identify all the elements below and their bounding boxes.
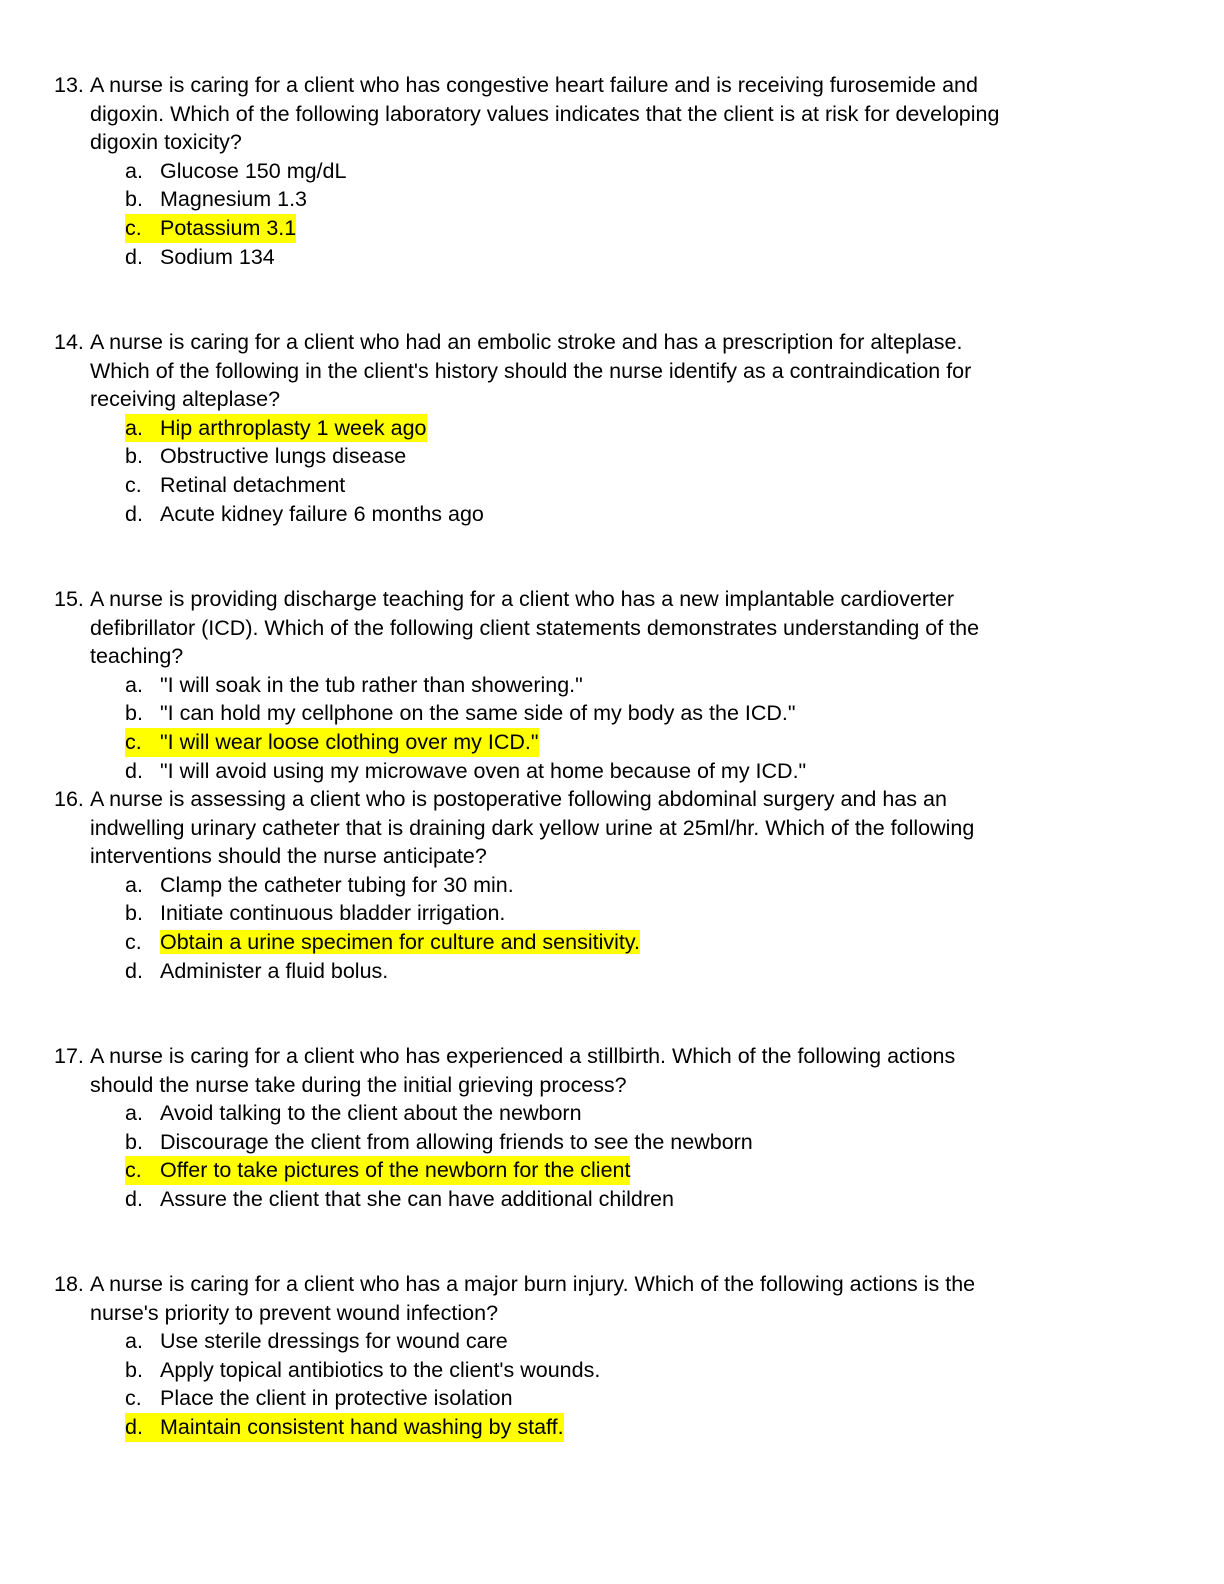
question-number: 15. [54, 587, 84, 611]
option-b: b. Discourage the client from allowing friends to see the newborn [125, 1129, 753, 1154]
option-a: a. Use sterile dressings for wound care [125, 1329, 508, 1354]
question-text: A nurse is providing discharge teaching for a client who has a new implantable cardioverter defibrillator (ICD). Which of the following client statements demonstrates understanding of the teaching? [90, 587, 980, 669]
option-a: a. Glucose 150 mg/dL [125, 158, 347, 183]
answer-options [54, 871, 1094, 985]
question-18 [54, 1270, 1094, 1442]
option-b: b. Apply topical antibiotics to the client's wounds. [125, 1357, 601, 1382]
option-d: d. Sodium 134 [125, 244, 275, 269]
answer-options [54, 1099, 1094, 1213]
option-a-highlighted: a. Hip arthroplasty 1 week ago [54, 414, 1094, 443]
question-text: A nurse is assessing a client who is postoperative following abdominal surgery and has an indwelling urinary catheter that is draining dark yellow urine at 25ml/hr. Which of the following interventions should the nurse anticipate? [90, 787, 975, 869]
option-a: a. "I will soak in the tub rather than showering." [125, 672, 583, 697]
question-text: A nurse is caring for a client who has experienced a stillbirth. Which of the following actions should the nurse take during the initial grieving process? [90, 1044, 956, 1097]
question-text: A nurse is caring for a client who has a major burn injury. Which of the following actions is the nurse's priority to prevent wound infection? [90, 1272, 976, 1325]
option-b: b. Magnesium 1.3 [125, 187, 307, 212]
question-number: 16. [54, 787, 84, 811]
option-a: a. Avoid talking to the client about the newborn [125, 1101, 582, 1126]
option-c-highlighted: c. Obtain a urine specimen for culture and sensitivity. [125, 929, 641, 954]
option-a: a. Clamp the catheter tubing for 30 min. [125, 872, 514, 897]
answer-options [54, 157, 1094, 271]
answer-options [54, 414, 1094, 528]
question-15 [54, 585, 1094, 785]
question-16 [54, 785, 1094, 985]
option-c: c. Place the client in protective isolation [125, 1386, 513, 1411]
question-13 [54, 71, 1094, 271]
question-text: A nurse is caring for a client who had an embolic stroke and has a prescription for alteplase. Which of the following in the client's history should the nurse identify as a contraindication for receiving alteplase? [90, 330, 972, 412]
question-number: 14. [54, 330, 84, 354]
option-c-highlighted: c. Potassium 3.1 [54, 214, 1094, 243]
question-17 [54, 1042, 1094, 1214]
option-c-highlighted: c. "I will wear loose clothing over my ICD." [54, 728, 1094, 757]
answer-options [54, 1327, 1094, 1441]
option-b: b. Obstructive lungs disease [125, 444, 407, 469]
question-number: 18. [54, 1272, 84, 1296]
question-number: 13. [54, 73, 84, 97]
option-b: b. Initiate continuous bladder irrigation. [125, 901, 506, 926]
option-c: c. Retinal detachment [125, 472, 346, 497]
question-14 [54, 328, 1094, 528]
option-b: b. "I can hold my cellphone on the same side of my body as the ICD." [125, 701, 796, 726]
answer-options [54, 671, 1094, 785]
option-c-highlighted: c. Offer to take pictures of the newborn for the client [54, 1156, 1094, 1185]
question-text: A nurse is caring for a client who has congestive heart failure and is receiving furosemide and digoxin. Which of the following laboratory values indicates that the client is at risk for developing digoxin toxicity? [90, 73, 1000, 155]
question-number: 17. [54, 1044, 84, 1068]
option-d: d. "I will avoid using my microwave oven at home because of my ICD." [125, 758, 807, 783]
option-d: d. Assure the client that she can have additional children [125, 1186, 674, 1211]
option-d: d. Administer a fluid bolus. [125, 958, 389, 983]
option-d: d. Acute kidney failure 6 months ago [125, 501, 484, 526]
option-d-highlighted: d. Maintain consistent hand washing by staff. [54, 1413, 1094, 1442]
